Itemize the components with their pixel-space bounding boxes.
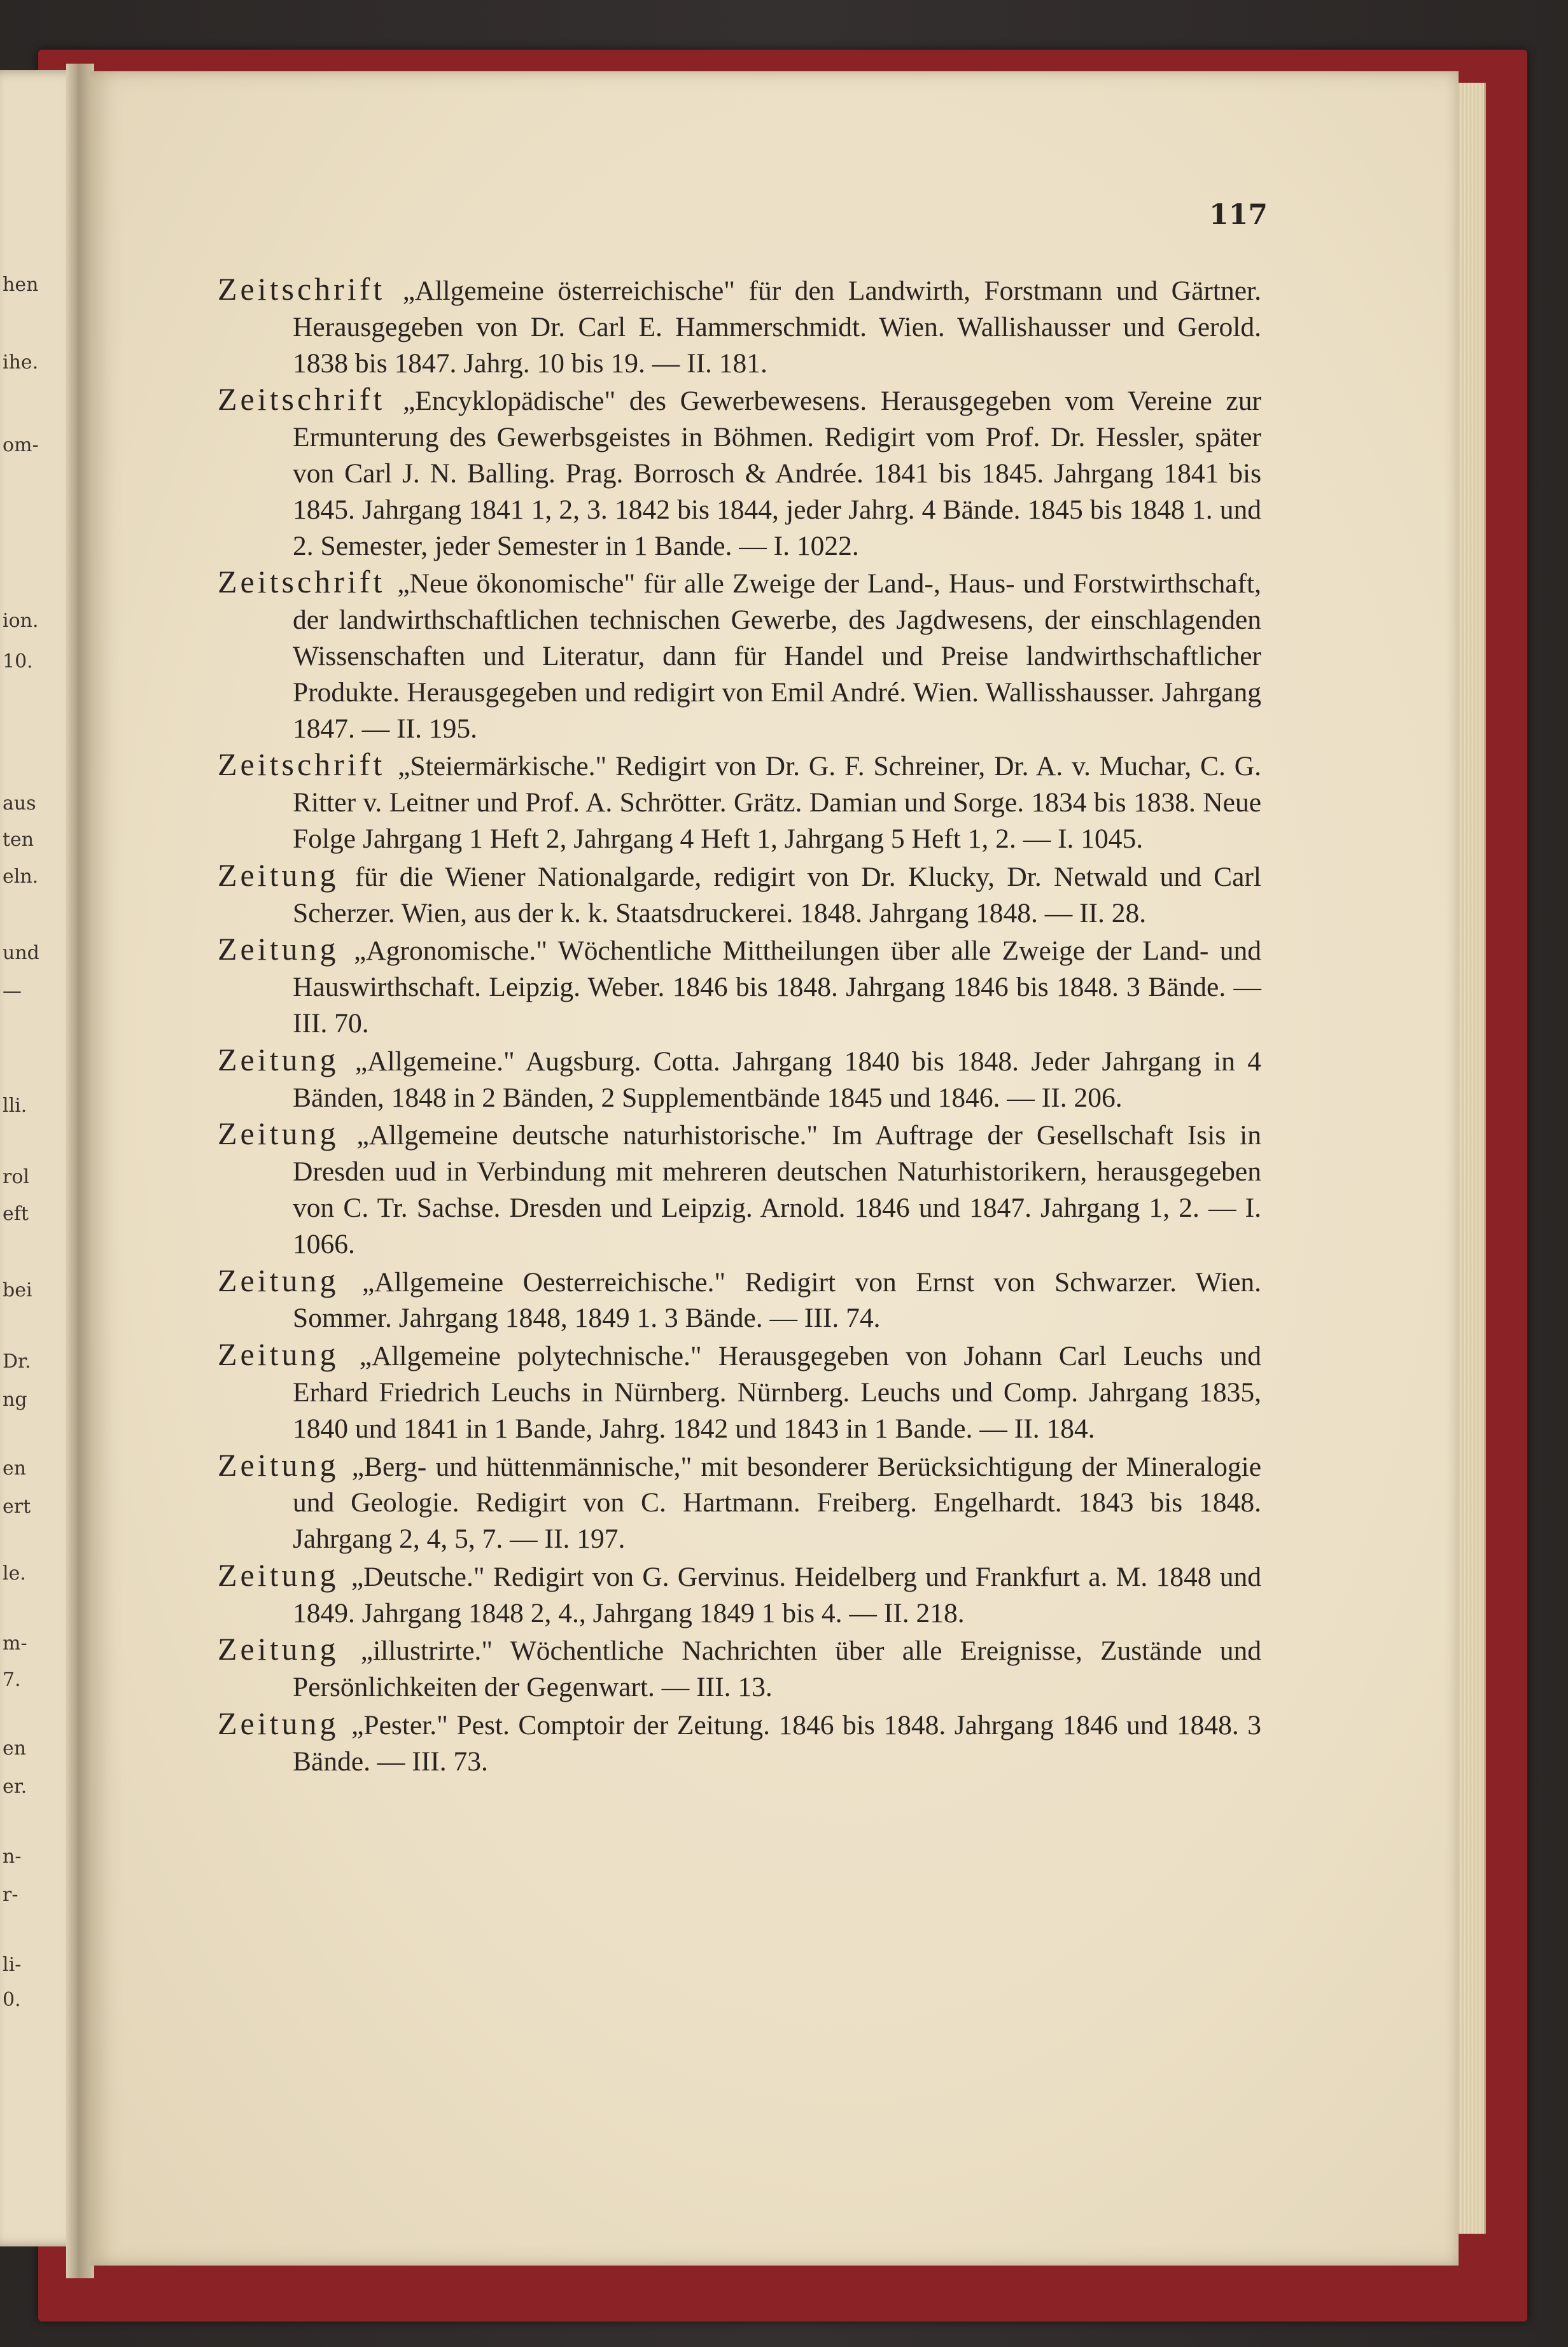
entry-text: „Allgemeine österreichische" für den Landwirth, Forstmann und Gärtner. Herausgegeben von Dr. Carl E. Hammerschmidt. Wien. Wallishausser und Gerold. 1838 bis 1847. Jahrg. 10 bis 19. — II. 181. [293, 276, 1261, 379]
entry-text: „Allgemeine Oesterreichische." Redigirt von Ernst von Schwarzer. Wien. Sommer. Jahrgang 1848, 1849 1. 3 Bände. — III. 74. [293, 1266, 1262, 1334]
bibliography-entry [218, 564, 1261, 746]
entry-text: „illustrirte." Wöchentliche Nachrichten über alle Ereignisse, Zustände und Persönlichkeiten der Gegenwart. — III. 13. [293, 1636, 1262, 1703]
entry-keyword: Zeitung [218, 1557, 339, 1593]
left-page-fragment: Dr. [3, 1350, 31, 1373]
bibliography-entry [218, 1336, 1261, 1447]
bibliography-entry [218, 1557, 1261, 1632]
entry-text: für die Wiener Nationalgarde, redigirt von Dr. Klucky, Dr. Netwald und Carl Scherzer. Wien, aus der k. k. Staatsdruckerei. 1848. Jahrgang 1848. — II. 28. [293, 861, 1262, 928]
bibliography-entry [218, 1042, 1261, 1116]
left-page-fragment: en [3, 1457, 27, 1480]
left-page-fragment: ert [3, 1496, 31, 1518]
entry-keyword: Zeitung [218, 1116, 339, 1152]
bibliography-entry [218, 857, 1261, 932]
entry-keyword: Zeitschrift [218, 271, 386, 307]
left-page-fragment: 7. [3, 1669, 21, 1691]
left-page-fragment: ion. [3, 610, 39, 632]
left-page-fragment: 0. [3, 1989, 21, 2011]
left-page-fragment: ng [3, 1389, 27, 1411]
entry-keyword: Zeitung [218, 1447, 339, 1483]
entry-text: „Agronomische." Wöchentliche Mittheilungen über alle Zweige der Land- und Hauswirthschaft. Leipzig. Weber. 1846 bis 1848. Jahrgang 1846 bis 1848. 3 Bände. — III. 70. [293, 935, 1261, 1039]
bibliography-entry [218, 931, 1261, 1041]
left-page-fragment: 10. [3, 650, 33, 673]
left-page-fragment: ten [3, 829, 34, 851]
entry-keyword: Zeitung [218, 1262, 339, 1298]
bibliography-entry [218, 1447, 1261, 1557]
left-page-fragment: eln. [3, 865, 39, 888]
bibliography-entry [218, 1631, 1261, 1706]
entry-text: „Allgemeine deutsche naturhistorische." Im Auftrage der Gesellschaft Isis in Dresden uud in Verbindung mit mehreren deutschen Naturhistorikern, herausgegeben von C. Tr. Sachse. Dresden und Leipzig. Arnold. 1846 und 1847. Jahrgang 1, 2. — I. 1066. [293, 1120, 1261, 1259]
left-page-fragment: hen [3, 274, 39, 296]
bibliography-entry [218, 746, 1261, 857]
left-page-fragment: lli. [3, 1095, 27, 1117]
bibliography-list [218, 271, 1261, 1780]
entry-keyword: Zeitung [218, 1041, 339, 1077]
entry-text: „Deutsche." Redigirt von G. Gervinus. Heidelberg und Frankfurt a. M. 1848 und 1849. Jahrgang 1848 2, 4., Jahrgang 1849 1 bis 4. — II. 218. [293, 1561, 1262, 1629]
entry-keyword: Zeitung [218, 857, 339, 893]
bibliography-entry [218, 381, 1261, 564]
entry-keyword: Zeitung [218, 1336, 339, 1373]
left-page-fragment: le. [3, 1562, 26, 1585]
entry-text: „Neue ökonomische" für alle Zweige der Land-, Haus- und Forstwirthschaft, der landwirthschaftlichen technischen Gewerbe, des Jagdwesens, der einschlagenden Wissenschaften und Literatur, dann für Handel und Preise landwirthschaftlicher Produkte. Herausgegeben und redigirt von Emil André. Wien. Wallisshausser. Jahrgang 1847. — II. 195. [293, 568, 1261, 744]
left-page-fragment: en [3, 1737, 27, 1760]
left-page-fragment: er. [3, 1776, 27, 1798]
entry-keyword: Zeitschrift [218, 564, 386, 600]
entry-text: „Encyklopädische" des Gewerbewesens. Herausgegeben vom Vereine zur Ermunterung des Gewerbsgeistes in Böhmen. Redigirt vom Prof. Dr. Hessler, später von Carl J. N. Balling. Prag. Borrosch & Andrée. 1841 bis 1845. Jahrgang 1841 bis 1845. Jahrgang 1841 1, 2, 3. 1842 bis 1844, jeder Jahrg. 4 Bände. 1845 bis 1848 1. und 2. Semester, jeder Semester in 1 Bande. — I. 1022. [293, 386, 1262, 561]
entry-keyword: Zeitung [218, 1706, 339, 1742]
left-page-fragment: li- [3, 1954, 22, 1976]
left-page-fragment: ihe. [3, 351, 39, 374]
bibliography-entry [218, 271, 1261, 381]
bibliography-entry [218, 1263, 1261, 1337]
page-number: 117 [1209, 199, 1268, 231]
entry-text: „Steiermärkische." Redigirt von Dr. G. F. Schreiner, Dr. A. v. Muchar, C. G. Ritter v. Leitner und Prof. A. Schrötter. Grätz. Damian und Sorge. 1834 bis 1838. Neue Folge Jahrgang 1 Heft 2, Jahrgang 4 Heft 1, Jahrgang 5 Heft 1, 2. — I. 1045. [293, 751, 1262, 854]
entry-keyword: Zeitschrift [218, 381, 386, 417]
left-page-fragment: bei [3, 1279, 32, 1301]
left-page-fragment: und [3, 942, 39, 964]
entry-text: „Pester." Pest. Comptoir der Zeitung. 1846 bis 1848. Jahrgang 1846 und 1848. 3 Bände. — III. 73. [293, 1710, 1262, 1777]
entry-text: „Allgemeine polytechnische." Herausgegeben von Johann Carl Leuchs und Erhard Friedrich Leuchs in Nürnberg. Nürnberg. Leuchs und Comp. Jahrgang 1835, 1840 und 1841 in 1 Bande, Jahrg. 1842 und 1843 in 1 Bande. — II. 184. [293, 1341, 1261, 1444]
left-page-fragment: n- [3, 1846, 22, 1868]
left-page-fragment: eft [3, 1203, 29, 1225]
entry-keyword: Zeitung [218, 1631, 339, 1667]
left-page-fragment: rol [3, 1166, 29, 1188]
bibliography-entry [218, 1706, 1261, 1780]
left-page-fragment: r- [3, 1884, 18, 1906]
left-page-fragment: m- [3, 1632, 27, 1655]
bibliography-entry [218, 1116, 1261, 1262]
left-page-fragment: om- [3, 434, 39, 456]
entry-keyword: Zeitung [218, 931, 339, 967]
entry-keyword: Zeitschrift [218, 746, 386, 783]
entry-text: „Berg- und hüttenmännische," mit besonderer Berücksichtigung der Mineralogie und Geologie. Redigirt von C. Hartmann. Freiberg. Engelhardt. 1843 bis 1848. Jahrgang 2, 4, 5, 7. — II. 197. [293, 1451, 1261, 1555]
left-page-fragment: — [3, 980, 22, 1002]
left-page-fragment: aus [3, 792, 36, 815]
entry-text: „Allgemeine." Augsburg. Cotta. Jahrgang 1840 bis 1848. Jeder Jahrgang in 4 Bänden, 1848 in 2 Bänden, 2 Supplementbände 1845 und 1846. — II. 206. [293, 1046, 1261, 1113]
